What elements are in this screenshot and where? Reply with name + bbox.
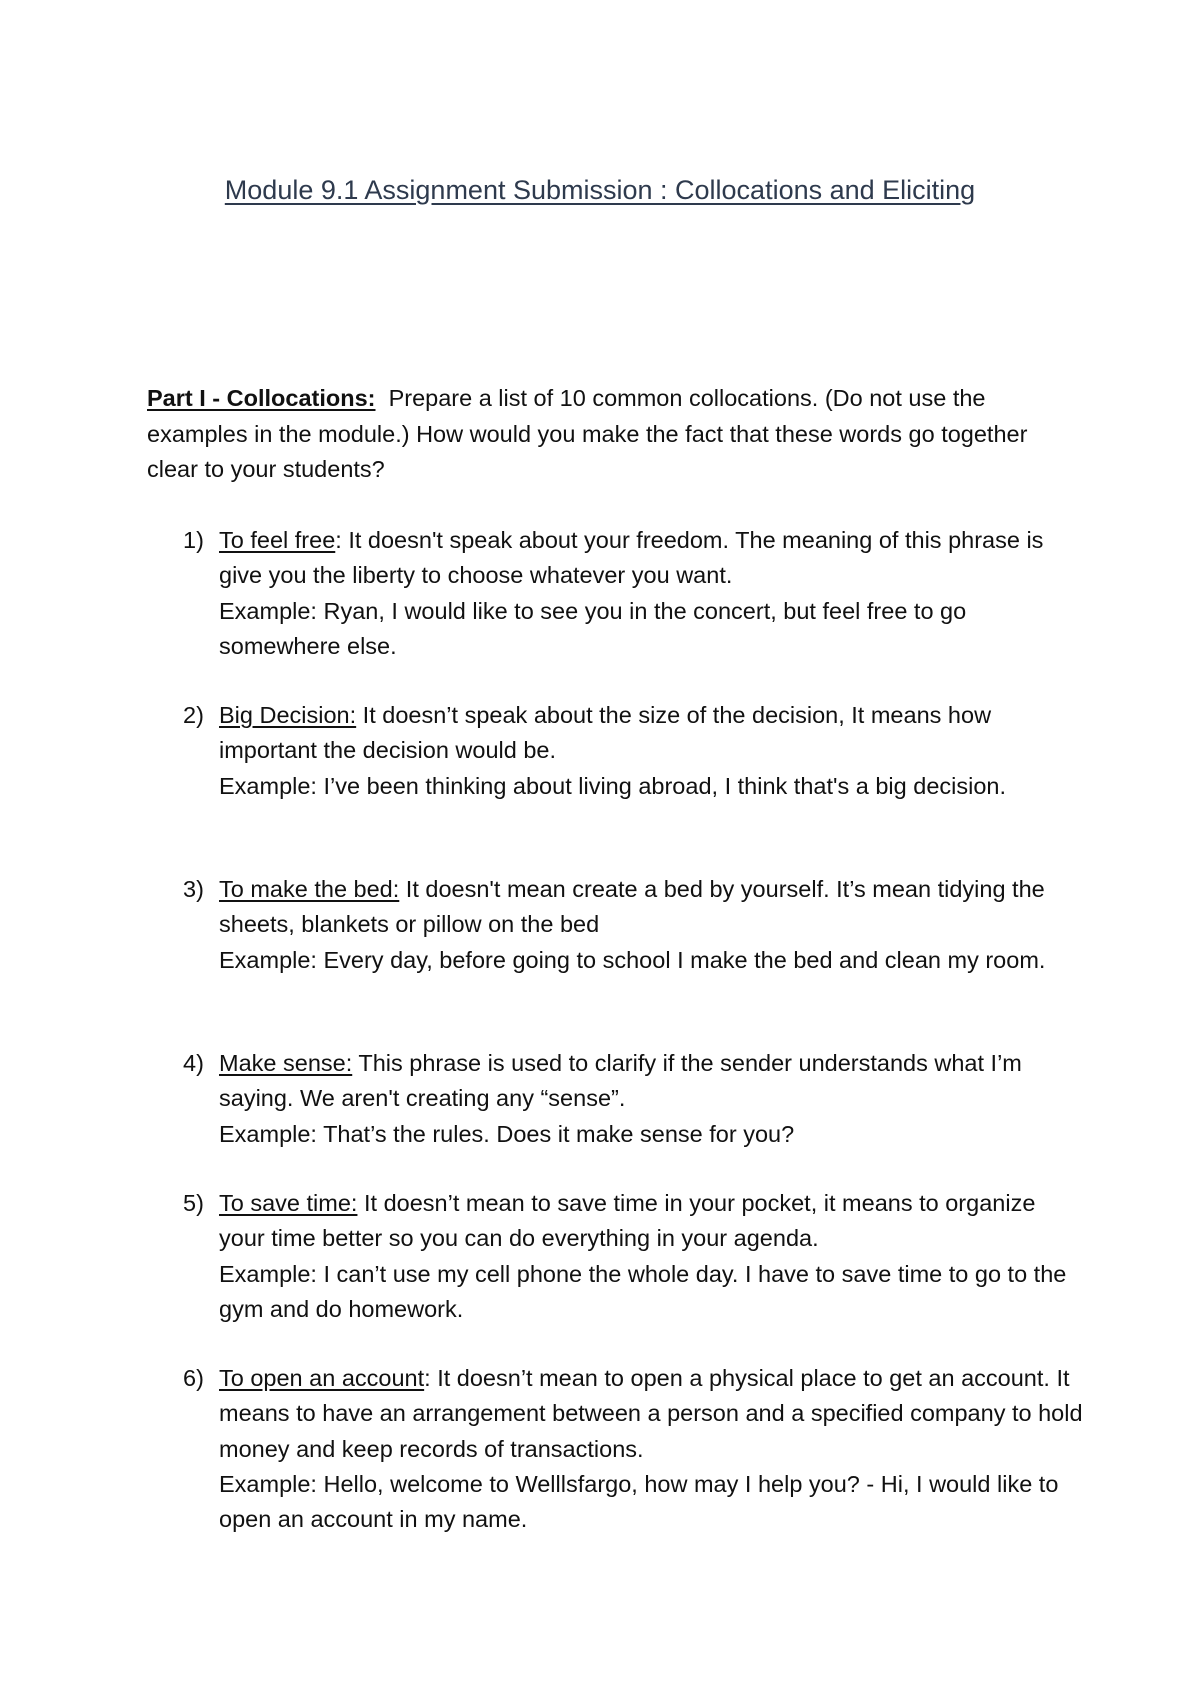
list-item bbox=[183, 1046, 1083, 1152]
item-number: 5) bbox=[183, 1190, 204, 1216]
list-item bbox=[183, 872, 1083, 978]
part1-heading: Part I - Collocations: bbox=[147, 385, 376, 411]
item-explanation: It doesn’t speak about the size of the decision, It means how important the decision would be. bbox=[219, 702, 992, 764]
item-number: 1) bbox=[183, 527, 204, 553]
item-term: To feel free bbox=[219, 527, 336, 553]
item-example: Example: Ryan, I would like to see you in the concert, but feel free to go somewhere else. bbox=[219, 597, 967, 659]
item-explanation: : It doesn't speak about your freedom. The meaning of this phrase is give you the liberty to choose whatever you want. bbox=[219, 527, 1044, 589]
item-number: 2) bbox=[183, 702, 204, 728]
list-item bbox=[183, 1361, 1083, 1537]
item-example: Example: That’s the rules. Does it make sense for you? bbox=[219, 1120, 795, 1147]
list-item bbox=[183, 523, 1083, 664]
item-explanation: This phrase is used to clarify if the sender understands what I’m saying. We aren't creating any “sense”. bbox=[219, 1050, 1022, 1112]
part1-intro bbox=[147, 381, 1077, 488]
item-term: To make the bed: bbox=[219, 876, 400, 902]
item-number: 3) bbox=[183, 876, 204, 902]
item-term: Big Decision: bbox=[219, 702, 357, 728]
item-explanation: : It doesn’t mean to open a physical place to get an account. It means to have an arrangement between a person and a specified company to hold money and keep records of transactions. bbox=[219, 1365, 1083, 1462]
list-item bbox=[183, 698, 1083, 804]
item-term: To save time: bbox=[219, 1190, 358, 1216]
item-example: Example: I’ve been thinking about living abroad, I think that's a big decision. bbox=[219, 772, 1006, 799]
document-title: Module 9.1 Assignment Submission : Collocations and Eliciting bbox=[224, 175, 976, 205]
item-example: Example: Hello, welcome to Welllsfargo, how may I help you? - Hi, I would like to open an account in my name. bbox=[219, 1470, 1059, 1533]
item-example: Example: I can’t use my cell phone the whole day. I have to save time to go to the gym and do homework. bbox=[219, 1260, 1067, 1322]
part1-prompt: Prepare a list of 10 common collocations. (Do not use the examples in the module.) How would you make the fact that these words go together clear to your students? bbox=[147, 385, 1028, 482]
item-explanation: It doesn't mean create a bed by yourself. It’s mean tidying the sheets, blankets or pillow on the bed bbox=[219, 876, 1045, 938]
item-explanation: It doesn’t mean to save time in your pocket, it means to organize your time better so you can do everything in your agenda. bbox=[219, 1190, 1036, 1252]
item-term: Make sense: bbox=[219, 1050, 353, 1076]
item-number: 4) bbox=[183, 1050, 204, 1076]
list-item bbox=[183, 1186, 1083, 1327]
item-example: Example: Every day, before going to school I make the bed and clean my room. bbox=[219, 946, 1046, 973]
item-term: To open an account bbox=[219, 1365, 425, 1391]
item-number: 6) bbox=[183, 1365, 204, 1391]
